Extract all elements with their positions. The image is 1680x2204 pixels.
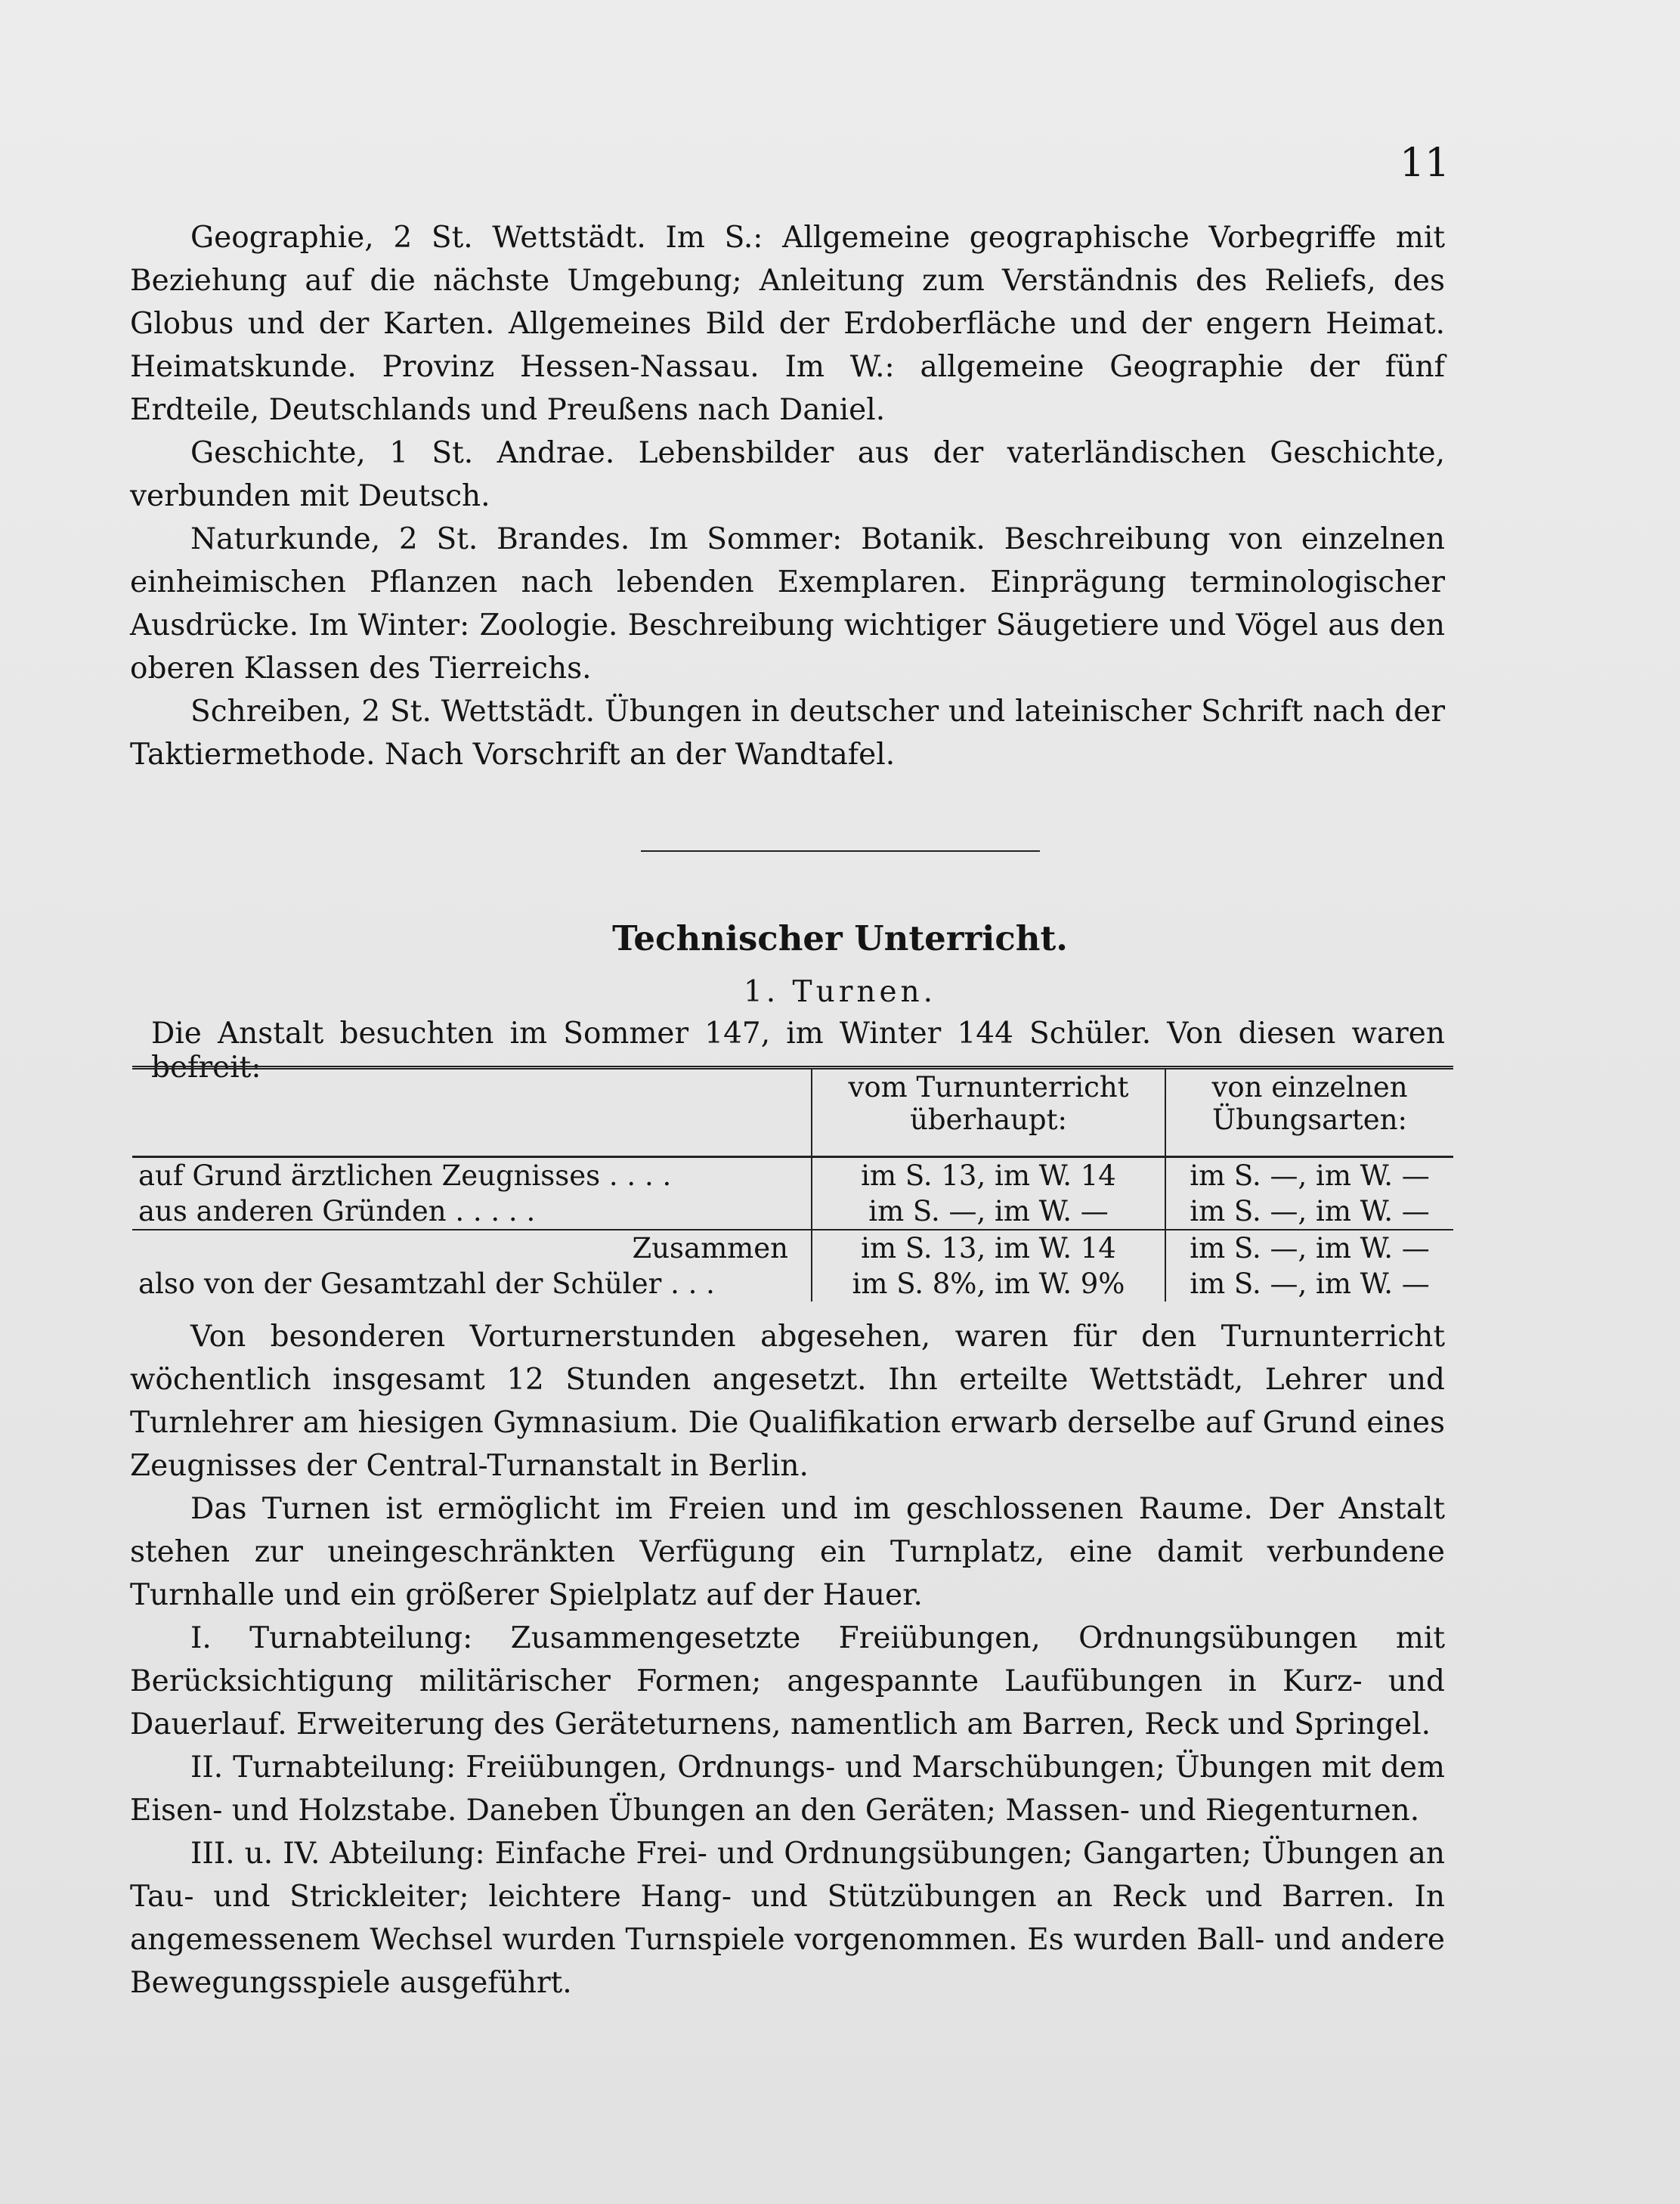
- paragraph: II. Turnabteilung: Freiübungen, Ordnungs- und Marschübungen; Übungen mit dem Eisen- und Holzstabe. Daneben Übungen an den Geräten; Massen- und Riegenturnen.: [130, 1751, 1445, 1828]
- table-header-cell: [132, 1068, 812, 1157]
- table-cell: im S. 13, im W. 14: [812, 1230, 1165, 1266]
- paragraph: III. u. IV. Abteilung: Einfache Frei- und Ordnungsübungen; Gangarten; Übungen an Tau- und Strickleiter; leichtere Hang- und Stützübungen an Reck und Barren. In angemessenem Wechsel wurden Turnspiele vorgenommen. Es wurden Ball- und andere Bewegungsspiele ausgeführt.: [130, 1837, 1445, 2000]
- paragraph: Das Turnen ist ermöglicht im Freien und im geschlossenen Raume. Der Anstalt stehen zur uneingeschränkten Verfügung ein Turnplatz, eine damit verbundene Turnhalle und ein größerer Spielplatz auf der Hauer.: [130, 1492, 1445, 1612]
- section-geschichte: Geschichte, 1 St. Andrae. Lebensbilder aus der vaterländischen Geschichte, verbunden mit Deutsch.: [130, 436, 1445, 513]
- table-cell: also von der Gesamtzahl der Schüler . . .: [138, 1268, 715, 1300]
- section-heading: Technischer Unterricht.: [612, 918, 1068, 958]
- table-cell: Zusammen: [132, 1230, 812, 1266]
- table-row: [132, 1157, 1453, 1194]
- subject-sections: [130, 216, 1445, 776]
- table-cell: im S. —, im W. —: [812, 1193, 1165, 1230]
- table-header-cell: von einzelnen Übungsarten:: [1165, 1068, 1453, 1157]
- subsection-heading: 1. Turnen.: [743, 975, 937, 1009]
- paragraph: I. Turnabteilung: Zusammengesetzte Freiübungen, Ordnungsübungen mit Berücksichtigung militärischer Formen; angespannte Laufübungen in Kurz- und Dauerlauf. Erweiterung des Geräteturnens, namentlich am Barren, Reck und Springel.: [130, 1621, 1445, 1741]
- exemption-table: [132, 1066, 1453, 1302]
- table-cell: auf Grund ärztlichen Zeugnisses . . . .: [138, 1159, 672, 1192]
- section-naturkunde: Naturkunde, 2 St. Brandes. Im Sommer: Botanik. Beschreibung von einzelnen einheimischen Pflanzen nach lebenden Exemplaren. Einprägung terminologischer Ausdrücke. Im Winter: Zoologie. Beschreibung wichtiger Säugetiere und Vögel aus den oberen Klassen des Tierreichs.: [130, 522, 1445, 686]
- table-header-row: [132, 1068, 1453, 1157]
- table-cell: im S. 13, im W. 14: [812, 1157, 1165, 1194]
- table-row: [132, 1230, 1453, 1266]
- turnen-paragraphs: [130, 1315, 1445, 2004]
- table-row: [132, 1193, 1453, 1230]
- section-geographie: Geographie, 2 St. Wettstädt. Im S.: Allgemeine geographische Vorbegriffe mit Beziehung auf die nächste Umgebung; Anleitung zum Verständnis des Reliefs, des Globus und der Karten. Allgemeines Bild der Erdoberfläche und der engern Heimat. Heimatskunde. Provinz Hessen-Nassau. Im W.: allgemeine Geographie der fünf Erdteile, Deutschlands und Preußens nach Daniel.: [130, 221, 1445, 427]
- table-row: [132, 1266, 1453, 1302]
- table-cell: im S. 8%, im W. 9%: [812, 1266, 1165, 1302]
- paragraph: Von besonderen Vorturnerstunden abgesehen, waren für den Turnunterricht wöchentlich insgesamt 12 Stunden angesetzt. Ihn erteilte Wettstädt, Lehrer und Turnlehrer am hiesigen Gymnasium. Die Qualifikation erwarb derselbe auf Grund eines Zeugnisses der Central-Turnanstalt in Berlin.: [130, 1320, 1445, 1483]
- intro-line: Die Anstalt besuchten im Sommer 147, im Winter 144 Schüler. Von diesen waren befreit:: [151, 1017, 1445, 1085]
- section-schreiben: Schreiben, 2 St. Wettstädt. Übungen in deutscher und lateinischer Schrift nach der Taktiermethode. Nach Vorschrift an der Wandtafel.: [130, 695, 1445, 772]
- table-cell: im S. —, im W. —: [1165, 1157, 1453, 1194]
- table-cell: im S. —, im W. —: [1165, 1230, 1453, 1266]
- table-header-cell: vom Turnunterricht überhaupt:: [812, 1068, 1165, 1157]
- table-cell: im S. —, im W. —: [1165, 1266, 1453, 1302]
- table-cell: im S. —, im W. —: [1165, 1193, 1453, 1230]
- separator-rule: [641, 850, 1040, 852]
- page-number: 11: [1400, 141, 1450, 186]
- table-cell: aus anderen Gründen . . . . .: [138, 1195, 536, 1227]
